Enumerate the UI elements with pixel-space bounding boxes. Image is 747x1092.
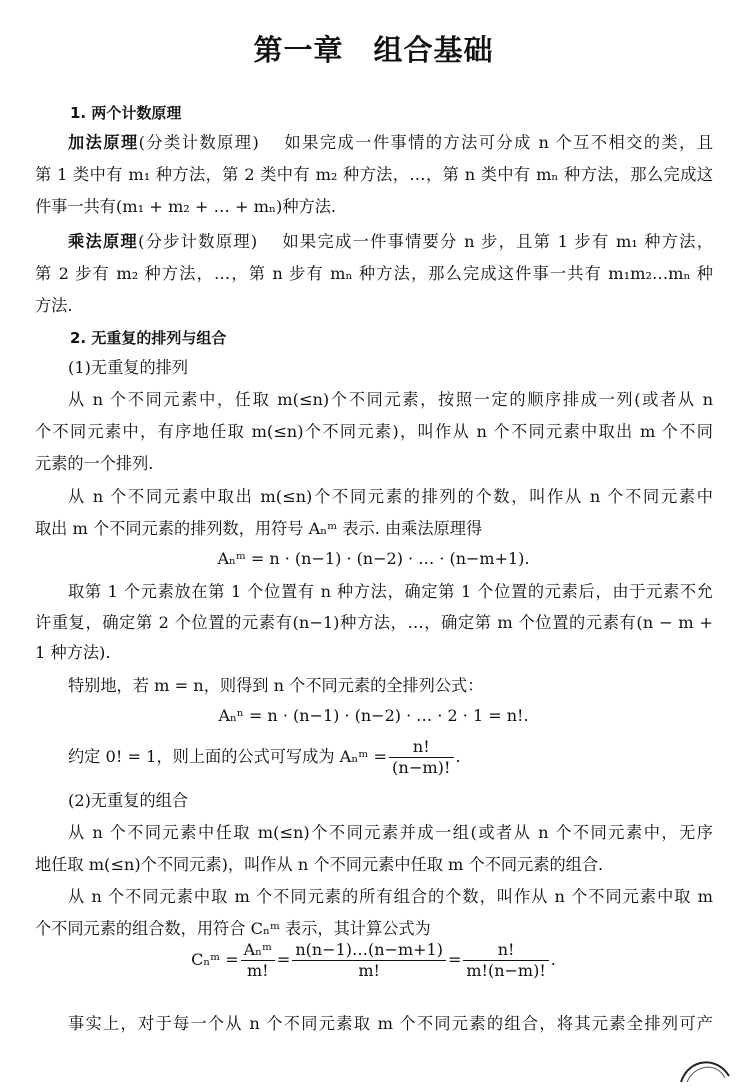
- perm-explain-line1: 取第 1 个元素放在第 1 个位置有 n 种方法，确定第 1 个位置的元素后，由于元素不允: [68, 582, 713, 601]
- chapter-number: 第一章: [253, 33, 344, 67]
- section-heading-2: 2. 无重复的排列与组合: [70, 329, 227, 347]
- subheading-permutation: (1)无重复的排列: [68, 358, 189, 377]
- chapter-name: 组合基础: [373, 33, 494, 67]
- addition-principle-line3: 件事一共有(m₁ + m₂ + … + mₙ)种方法.: [35, 197, 337, 216]
- multiplication-principle-term: 乘法原理: [68, 232, 139, 251]
- section-heading-1: 1. 两个计数原理: [70, 104, 182, 122]
- addition-principle-line1: 加法原理(分类计数原理) 如果完成一件事情的方法可分成 n 个互不相交的类，且: [68, 133, 714, 152]
- perm-def-line3: 元素的一个排列.: [35, 454, 154, 473]
- perm-explain-line3: 1 种方法).: [35, 643, 111, 662]
- full-permutation-text: 特别地，若 m = n，则得到 n 个不同元素的全排列公式：: [68, 676, 484, 695]
- fraction-factorial-form: $\frac{n!}{m!(n-m)!}$: [463, 940, 548, 981]
- addition-principle-term: 加法原理: [68, 133, 139, 152]
- page-curl-icon: [677, 1054, 733, 1084]
- fraction-a-over-m: $\frac{\text{Aₙᵐ}}{m!}$: [241, 940, 275, 981]
- fraction-product-over-m: $\frac{n(n-1)\dots(n-m+1)}{m!}$: [292, 940, 446, 981]
- multiplication-principle-line2: 第 2 步有 m₂ 种方法，…，第 n 步有 mₙ 种方法，那么完成这件事一共有 m₁m₂…mₙ 种: [35, 264, 713, 283]
- perm-count-line2: 取出 m 个不同元素的排列数，用符号 Aₙᵐ 表示. 由乘法原理得: [35, 519, 483, 538]
- subheading-combination: (2)无重复的组合: [68, 791, 189, 810]
- formula-combination: Cₙᵐ = $\frac{\text{Aₙᵐ}}{m!}$ = $\frac{n(n-1)\dots(n-m+1)}{m!}$ = $\frac{n!}{m!(n-m)!}$ .: [191, 940, 556, 980]
- comb-count-line1: 从 n 个不同元素中取 m 个不同元素的所有组合的个数，叫作从 n 个不同元素中取 m: [68, 887, 713, 906]
- comb-def-line2: 地任取 m(≤n)个不同元素)，叫作从 n 个不同元素中任取 m 个不同元素的组合.: [35, 855, 604, 874]
- chapter-title: [0, 28, 747, 69]
- perm-def-line2: 个不同元素中，有序地任取 m(≤n)个不同元素)，叫作从 n 个不同元素中取出 m 个不同: [35, 422, 713, 441]
- perm-count-line1: 从 n 个不同元素中取出 m(≤n)个不同元素的排列的个数，叫作从 n 个不同元素中: [68, 487, 713, 506]
- comb-count-line2: 个不同元素的组合数，用符合 Cₙᵐ 表示，其计算公式为: [35, 919, 431, 938]
- addition-principle-line2: 第 1 类中有 m₁ 种方法，第 2 类中有 m₂ 种方法，…，第 n 类中有 mₙ 种方法，那么完成这: [35, 165, 713, 184]
- comb-explain-line1: 事实上，对于每一个从 n 个不同元素取 m 个不同元素的组合，将其元素全排列可产: [68, 1014, 713, 1033]
- convention-line: 约定 0! = 1，则上面的公式可写成为 Aₙᵐ = $\frac{n!}{(n-m)!}$ .: [68, 737, 461, 777]
- perm-explain-line2: 许重复，确定第 2 个位置的元素有(n−1)种方法，…，确定第 m 个位置的元素有(n − m +: [35, 613, 713, 632]
- fraction-n-factorial: $\frac{n!}{(n-m)!}$: [389, 737, 453, 778]
- formula-full-permutation: Aₙⁿ = n · (n−1) · (n−2) · … · 2 · 1 = n!.: [218, 706, 529, 725]
- multiplication-principle-line3: 方法.: [35, 296, 73, 315]
- perm-def-line1: 从 n 个不同元素中，任取 m(≤n)个不同元素，按照一定的顺序排成一列(或者从 n: [68, 390, 713, 409]
- multiplication-principle-line1: 乘法原理(分步计数原理) 如果完成一件事情要分 n 步，且第 1 步有 m₁ 种方法，: [68, 232, 714, 251]
- comb-def-line1: 从 n 个不同元素中任取 m(≤n)个不同元素并成一组(或者从 n 个不同元素中，无序: [68, 823, 713, 842]
- formula-permutation: Aₙᵐ = n · (n−1) · (n−2) · … · (n−m+1).: [217, 549, 530, 568]
